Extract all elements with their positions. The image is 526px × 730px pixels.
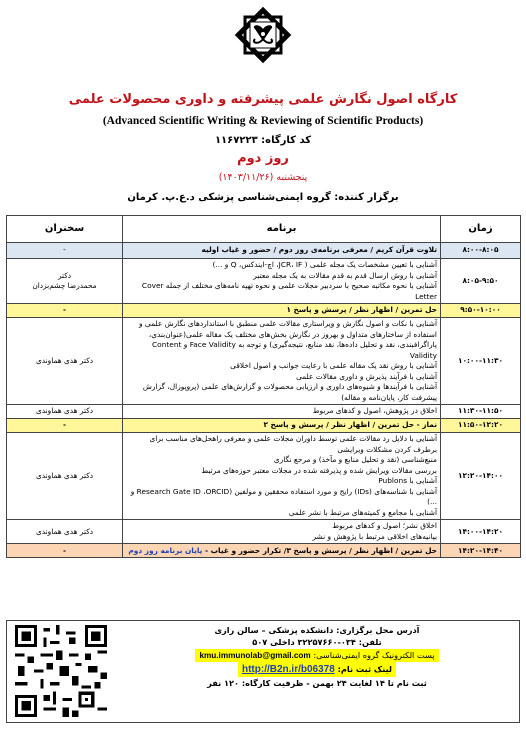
title-english: (Advanced Scientific Writing & Reviewing of Scientific Products) bbox=[102, 115, 424, 127]
program-line: آشنایی با نکات و اصول نگارش و ویراستاری مقالات علمی منطبق با استانداردهای نگارش علمی و استفاده از ساختارهای متداول و بهروز در نگارش بخش‌های مختلف یک مقاله علمی(عنوان‌بندی، پاراگرافبندی، نقد و تحلیل داده‌ها، نقد منابع، نتیجه‌گیری) و توجه به Face Validity و Content Validity bbox=[139, 319, 437, 360]
row-time: ۹:۵۰-۱۰:۰۰ bbox=[441, 304, 521, 318]
column-header-speaker: سخنران bbox=[7, 216, 123, 243]
row-speaker: - bbox=[7, 304, 123, 318]
program-line: آشنایی با مجامع و کمیته‌های مرتبط با نشر علمی bbox=[288, 507, 437, 517]
organizer-label: برگزار کننده: گروه ایمنی‌شناسی پزشکی د.ع.پ. کرمان bbox=[127, 192, 399, 203]
table-row bbox=[7, 433, 521, 520]
row-program: اخلاق در پژوهش، اصول و کدهای مربوط bbox=[123, 405, 441, 419]
row-time: ۱۱:۳۰-۱۱:۵۰ bbox=[441, 405, 521, 419]
row-speaker: دکتر هدی هماوندی bbox=[7, 520, 123, 544]
schedule-table bbox=[6, 215, 521, 558]
row-speaker: دکتر هدی هماوندی bbox=[7, 405, 123, 419]
row-speaker: دکتر هدی هماوندی bbox=[7, 433, 123, 520]
program-line: بررسی مقالات ویرایش شده و پذیرفته شده در مجلات معتبر حوزه‌های مرتبط bbox=[201, 465, 437, 475]
row-speaker: - bbox=[7, 544, 123, 558]
row-program: تلاوت قرآن کریم / معرفی برنامه‌ی روز دوم / حضور و غیاب اولیه bbox=[123, 243, 441, 259]
row-time: ۱۰:۰۰-۱۱:۳۰ bbox=[441, 318, 521, 405]
table-header-row bbox=[7, 216, 521, 243]
table-row bbox=[7, 544, 521, 558]
row-time: ۱۴:۰۰-۱۴:۲۰ bbox=[441, 520, 521, 544]
row-time: ۱۴:۲۰-۱۴:۴۰ bbox=[441, 544, 521, 558]
title-persian: کارگاه اصول نگارش علمی پیشرفته و داوری محصولات علمی bbox=[68, 92, 458, 107]
table-row bbox=[7, 405, 521, 419]
email-address[interactable]: kmu.immunolab@gmail.com bbox=[199, 650, 311, 660]
program-line: آشنایی با تعیین مشخصات یک مجله علمی ( JCR، IF، اچ-ایندکس، Q و ...) bbox=[212, 260, 437, 269]
program-line: آشنایی با شناسه‌های (IDs) رایج و مورد استفاده محققین و مولفین (Research Gate ID ،ORCID و ...) bbox=[130, 486, 437, 507]
column-header-program: برنامه bbox=[123, 216, 441, 243]
program-line: اخلاق نشر؛ اصول و کدهای مربوط bbox=[332, 521, 437, 531]
row-speaker: - bbox=[7, 243, 123, 259]
row-program: نماز - حل تمرین / اظهار نظر / پرسش و پاسخ ۲ bbox=[123, 419, 441, 433]
date-label: پنجشنبه (۱۴۰۳/۱۱/۲۶) bbox=[218, 172, 308, 183]
row-program bbox=[123, 433, 441, 520]
row-speaker: - bbox=[7, 419, 123, 433]
registration-link-label: لینک ثبت نام: bbox=[337, 663, 393, 674]
program-line: آشنایی با فرآیند پذیرش و داوری مقالات علمی bbox=[296, 371, 437, 381]
program-line: منبع‌شناسی (نقد و تحلیل منابع و مآخذ) و مرجع نگاری bbox=[273, 455, 437, 465]
speaker-line: دکتر bbox=[57, 270, 72, 280]
email-bar bbox=[195, 649, 438, 662]
university-logo bbox=[223, 5, 303, 65]
row-time: ۱۲:۲۰-۱۴:۰۰ bbox=[441, 433, 521, 520]
registration-deadline: ثبت نام تا ۱۴ لغایت ۲۴ بهمن - ظرفیت کارگاه: ۱۲۰ نفر bbox=[207, 677, 427, 688]
row-program bbox=[123, 544, 441, 558]
email-label: پست الکترونیک گروه ایمنی‌شناسی: bbox=[313, 649, 435, 660]
qr-code-icon bbox=[15, 625, 107, 717]
speaker-line: محمدرضا چشم‌بزدان bbox=[32, 281, 97, 291]
table-row bbox=[7, 318, 521, 405]
row-program: حل تمرین / اظهار نظر / پرسش و پاسخ ۱ bbox=[123, 304, 441, 318]
program-line: آشنایی با نحوه مکاتبه صحیح با سردبیر مجلات علمی و نحوه تهیه نامه‌های مختلف از جمله Cover Letter bbox=[141, 281, 437, 301]
program-line: آشنایی با روش ارسال قدم به قدم مقالات به یک مجله معتبر bbox=[253, 270, 437, 280]
table-row bbox=[7, 520, 521, 544]
row-program bbox=[123, 259, 441, 304]
row-speaker: دکتر هدی هماوندی bbox=[7, 318, 123, 405]
row-time: ۱۱:۵۰-۱۲:۲۰ bbox=[441, 419, 521, 433]
row-program bbox=[123, 318, 441, 405]
row-time: ۸:۰۰-۸:۰۵ bbox=[441, 243, 521, 259]
row-program bbox=[123, 520, 441, 544]
footer-box bbox=[6, 620, 520, 723]
table-row bbox=[7, 259, 521, 304]
venue-address: آدرس محل برگزاری: دانشکده پزشکی – سالن رازی bbox=[214, 625, 420, 635]
program-text: حل تمرین / اظهار نظر / پرسش و پاسخ ۳/ تکرار حضور و غیاب - bbox=[204, 545, 437, 555]
registration-link[interactable]: http://B2n.ir/b06378 bbox=[241, 663, 335, 675]
program-line: بیانیه‌های اخلاقی مرتبط با پژوهش و نشر bbox=[312, 531, 437, 541]
footer-text bbox=[117, 624, 517, 689]
program-line: آشنایی با Publons bbox=[378, 476, 437, 486]
link-bar bbox=[238, 662, 396, 677]
table-row bbox=[7, 304, 521, 318]
table-row bbox=[7, 243, 521, 259]
table-row bbox=[7, 419, 521, 433]
row-time: ۸:۰۵-۹:۵۰ bbox=[441, 259, 521, 304]
program-line: آشنایی با دلایل رد مقالات علمی توسط داوران مجلات علمی و معرفی راهحل‌های مناسب برای برطرف کردن مشکلات ویرایشی bbox=[149, 434, 437, 454]
program-line: آشنایی با فرآیندها و شیوه‌های داوری و ارزیابی محصولات و گزارش‌های علمی (پروپوزال، گزارش پیشرفت کار، پایان‌نامه و مقاله) bbox=[142, 382, 437, 402]
phone-number: تلفن: ۰۳۴-۳۲۲۵۷۶۶۰ داخلی ۵۰۷ bbox=[252, 637, 382, 648]
program-line: آشنایی با روش نقد یک مقاله علمی با رعایت جوانب و اصول اخلاقی bbox=[230, 361, 437, 371]
row-speaker bbox=[7, 259, 123, 304]
program-end-text: پایان برنامه روز دوم bbox=[128, 545, 205, 555]
column-header-time: زمان bbox=[441, 216, 521, 243]
workshop-code: کد کارگاه: ۱۱۶۷۲۲۳ bbox=[214, 135, 312, 146]
day-label: روز دوم bbox=[237, 151, 289, 166]
